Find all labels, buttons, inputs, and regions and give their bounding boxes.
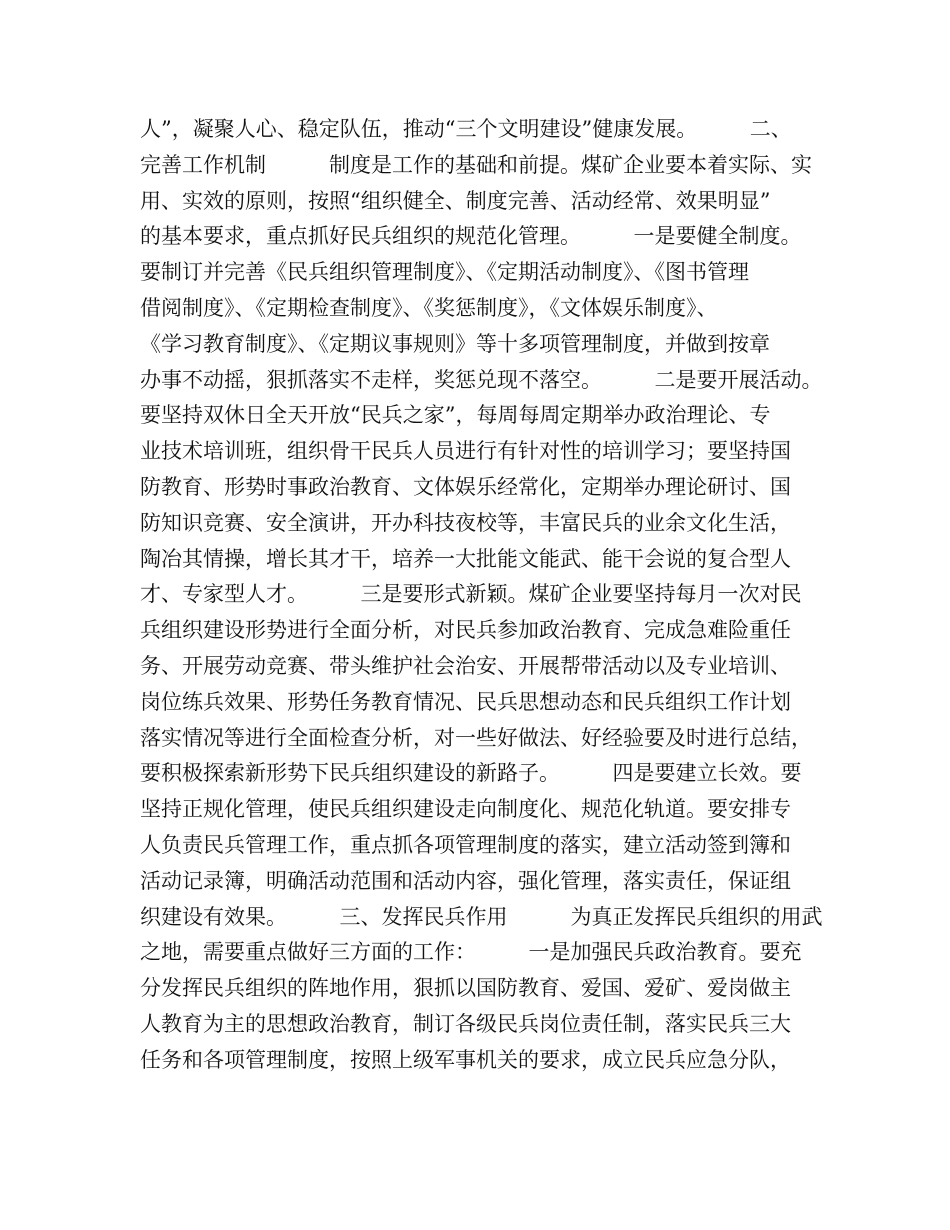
- text-line: 兵组织建设形势进行全面分析，对民兵参加政治教育、完成急难险重任: [140, 618, 791, 643]
- text-line: 分发挥民兵组织的阵地作用，狠抓以国防教育、爱国、爱矿、爱岗做主: [140, 976, 791, 1001]
- text-line: 织建设有效果。 三、发挥民兵作用 为真正发挥民兵组织的用武: [140, 904, 823, 929]
- text-line: 办事不动摇，狠抓落实不走样，奖惩兑现不落空。 二是要开展活动。: [140, 367, 823, 392]
- text-line: 之地，需要重点做好三方面的工作： 一是加强民兵政治教育。要充: [140, 940, 802, 965]
- text-line: 《学习教育制度》、《定期议事规则》等十多项管理制度，并做到按章: [140, 331, 770, 356]
- text-line: 落实情况等进行全面检查分析，对一些好做法、好经验要及时进行总结，: [140, 725, 812, 750]
- text-line: 人负责民兵管理工作，重点抓各项管理制度的落实，建立活动签到簿和: [140, 832, 791, 857]
- text-line: 完善工作机制 制度是工作的基础和前提。煤矿企业要本着实际、实: [140, 152, 812, 177]
- text-line: 坚持正规化管理，使民兵组织建设走向制度化、规范化轨道。要安排专: [140, 797, 791, 822]
- text-line: 的基本要求，重点抓好民兵组织的规范化管理。 一是要健全制度。: [140, 224, 802, 249]
- text-line: 用、实效的原则，按照“组织健全、制度完善、活动经常、效果明显”: [140, 188, 771, 213]
- text-line: 防知识竞赛、安全演讲，开办科技夜校等，丰富民兵的业余文化生活，: [140, 510, 791, 535]
- text-line: 要制订并完善《民兵组织管理制度》、《定期活动制度》、《图书管理: [140, 260, 749, 285]
- text-line: 业技术培训班，组织骨干民兵人员进行有针对性的培训学习；要坚持国: [140, 439, 791, 464]
- text-line: 要坚持双休日全天开放“民兵之家”，每周每周定期举办政治理论、专: [140, 403, 771, 428]
- text-line: 人教育为主的思想政治教育，制订各级民兵岗位责任制，落实民兵三大: [140, 1011, 791, 1036]
- text-line: 人”，凝聚人心、稳定队伍，推动“三个文明建设”健康发展。 二、: [140, 117, 792, 141]
- body-text: [140, 112, 840, 1079]
- text-line: 防教育、形势时事政治教育、文体娱乐经常化，定期举办理论研讨、国: [140, 474, 791, 499]
- text-line: 任务和各项管理制度，按照上级军事机关的要求，成立民兵应急分队，: [140, 1047, 791, 1072]
- text-line: 活动记录簿，明确活动范围和活动内容，强化管理，落实责任，保证组: [140, 868, 791, 893]
- text-line: 借阅制度》、《定期检查制度》、《奖惩制度》，《文体娱乐制度》、: [140, 295, 718, 320]
- text-line: 务、开展劳动竞赛、带头维护社会治安、开展帮带活动以及专业培训、: [140, 653, 791, 678]
- text-line: 岗位练兵效果、形势任务教育情况、民兵思想动态和民兵组织工作计划: [140, 689, 791, 714]
- text-line: 才、专家型人才。 三是要形式新颖。煤矿企业要坚持每月一次对民: [140, 582, 802, 607]
- text-line: 要积极探索新形势下民兵组织建设的新路子。 四是要建立长效。要: [140, 761, 802, 786]
- text-line: 陶冶其情操，增长其才干，培养一大批能文能武、能干会说的复合型人: [140, 546, 791, 571]
